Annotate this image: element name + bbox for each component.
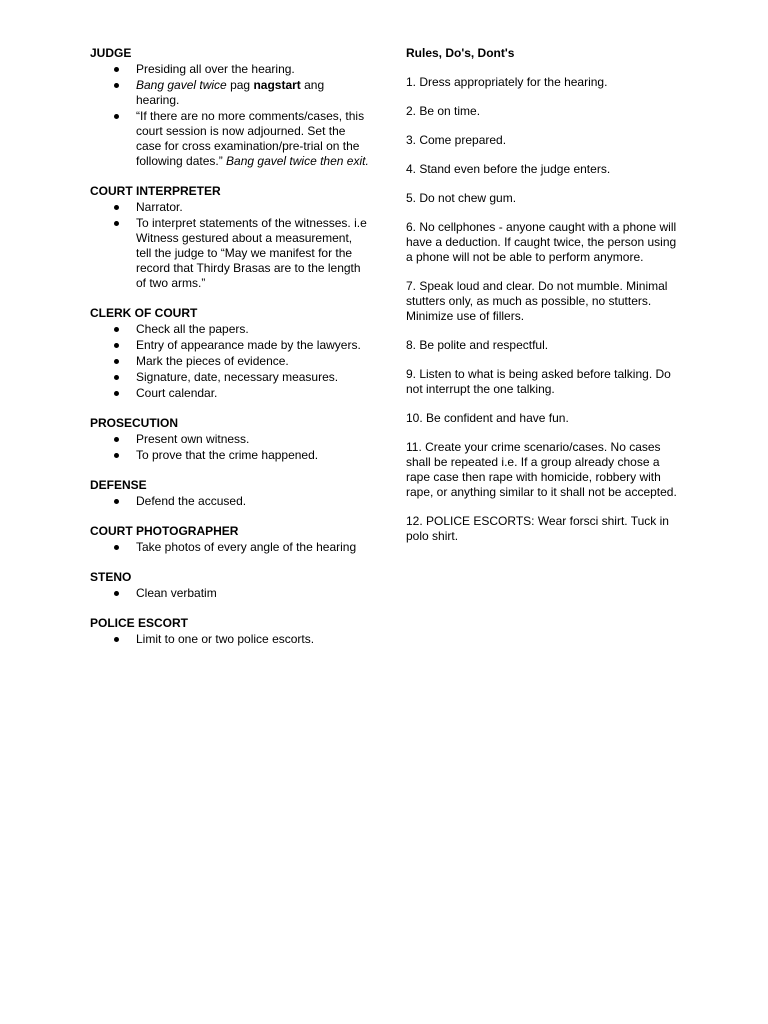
list-item: To interpret statements of the witnesses. i.e Witness gestured about a measurement, tell the judge to “May we manifest for the record that Thirdy Brasas are to the length of two arms.” — [90, 216, 370, 291]
bullet-icon — [114, 327, 119, 332]
bullet-icon — [114, 67, 119, 72]
bullet-icon — [114, 83, 119, 88]
heading-court-photographer: COURT PHOTOGRAPHER — [90, 524, 239, 538]
list-item: Present own witness. — [90, 432, 370, 447]
list-item: Signature, date, necessary measures. — [90, 370, 370, 385]
list-item: To prove that the crime happened. — [90, 448, 370, 463]
court-interpreter-list — [90, 200, 370, 291]
list-item: Narrator. — [90, 200, 370, 215]
police-escort-list — [90, 632, 370, 647]
rule-item: 8. Be polite and respectful. — [406, 338, 549, 352]
bullet-icon — [114, 375, 119, 380]
list-item: “If there are no more comments/cases, this court session is now adjourned. Set the case for cross examination/pre-trial on the following dates.” Bang gavel twice then exit. — [90, 109, 370, 169]
bullet-icon — [114, 205, 119, 210]
defense-list — [90, 494, 370, 509]
bullet-icon — [114, 437, 119, 442]
section-court-photographer — [90, 523, 370, 555]
list-item: Take photos of every angle of the hearing — [90, 540, 370, 555]
section-defense — [90, 477, 370, 509]
bullet-icon — [114, 391, 119, 396]
section-judge — [90, 45, 370, 169]
bullet-icon — [114, 591, 119, 596]
bullet-icon — [114, 545, 119, 550]
rules-title: Rules, Do's, Dont's — [406, 46, 515, 60]
bullet-icon — [114, 453, 119, 458]
rule-item: 12. POLICE ESCORTS: Wear forsci shirt. Tuck in polo shirt. — [406, 514, 669, 543]
rule-item: 3. Come prepared. — [406, 133, 507, 147]
roles-column — [90, 45, 370, 661]
bullet-icon — [114, 637, 119, 642]
list-item: Court calendar. — [90, 386, 370, 401]
bullet-icon — [114, 499, 119, 504]
rule-item: 6. No cellphones - anyone caught with a phone will have a deduction. If caught twice, the person using a phone will not be able to perform anymore. — [406, 220, 677, 264]
list-item: Check all the papers. — [90, 322, 370, 337]
section-steno — [90, 569, 370, 601]
prosecution-list — [90, 432, 370, 463]
steno-list — [90, 586, 370, 601]
section-court-interpreter — [90, 183, 370, 291]
list-item: Defend the accused. — [90, 494, 370, 509]
rules-column — [406, 45, 686, 558]
section-clerk-of-court — [90, 305, 370, 401]
bullet-icon — [114, 359, 119, 364]
list-item: Presiding all over the hearing. — [90, 62, 370, 77]
heading-court-interpreter: COURT INTERPRETER — [90, 184, 221, 198]
list-item: Bang gavel twice pag nagstart ang hearing. — [90, 78, 370, 108]
heading-steno: STENO — [90, 570, 132, 584]
heading-clerk-of-court: CLERK OF COURT — [90, 306, 198, 320]
court-photographer-list — [90, 540, 370, 555]
heading-defense: DEFENSE — [90, 478, 147, 492]
list-item: Clean verbatim — [90, 586, 370, 601]
heading-judge: JUDGE — [90, 46, 132, 60]
bullet-icon — [114, 221, 119, 226]
list-item: Mark the pieces of evidence. — [90, 354, 370, 369]
rule-item: 4. Stand even before the judge enters. — [406, 162, 611, 176]
rule-item: 7. Speak loud and clear. Do not mumble. Minimal stutters only, as much as possible, no stutters. Minimize use of fillers. — [406, 279, 668, 323]
judge-list — [90, 62, 370, 169]
section-police-escort — [90, 615, 370, 647]
rule-item: 11. Create your crime scenario/cases. No cases shall be repeated i.e. If a group already chose a rape case then rape with homicide, robbery with rape, or anything similar to it shall not be accepted. — [406, 440, 677, 499]
list-item: Limit to one or two police escorts. — [90, 632, 370, 647]
rule-item: 9. Listen to what is being asked before talking. Do not interrupt the one talking. — [406, 367, 671, 396]
heading-prosecution: PROSECUTION — [90, 416, 179, 430]
section-prosecution — [90, 415, 370, 463]
clerk-of-court-list — [90, 322, 370, 401]
rule-item: 10. Be confident and have fun. — [406, 411, 569, 425]
heading-police-escort: POLICE ESCORT — [90, 616, 189, 630]
list-item: Entry of appearance made by the lawyers. — [90, 338, 370, 353]
rule-item: 1. Dress appropriately for the hearing. — [406, 75, 608, 89]
bullet-icon — [114, 343, 119, 348]
rule-item: 2. Be on time. — [406, 104, 481, 118]
bullet-icon — [114, 114, 119, 119]
rule-item: 5. Do not chew gum. — [406, 191, 517, 205]
